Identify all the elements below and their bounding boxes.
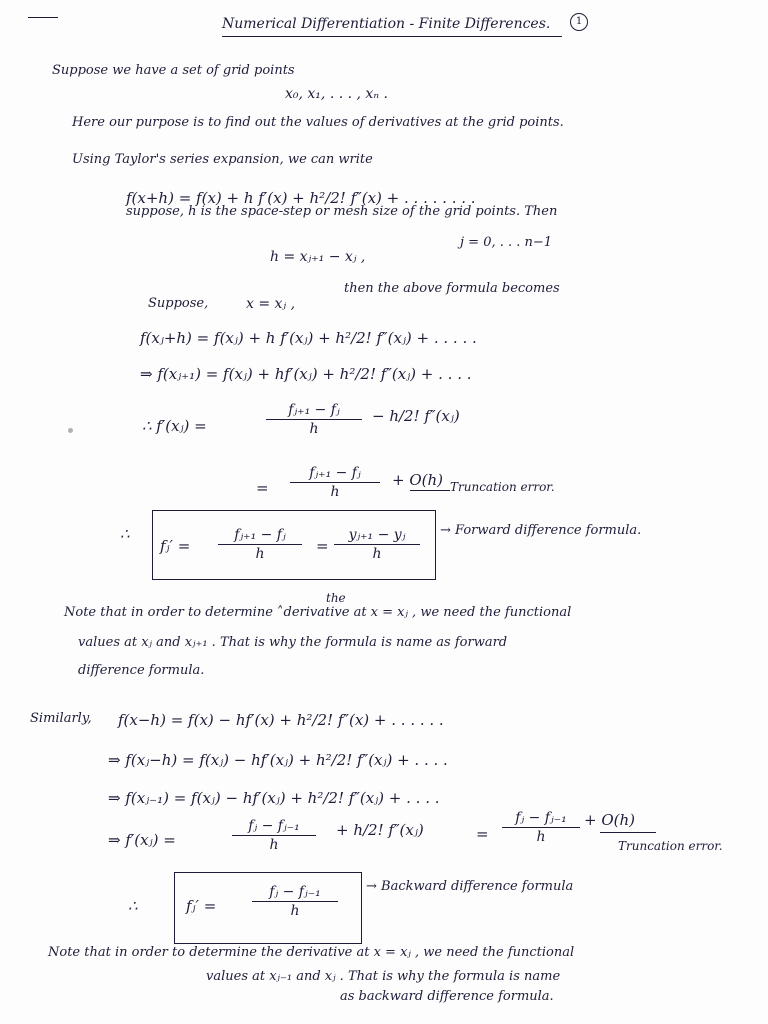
backward-formula-label: → Backward difference formula xyxy=(366,879,574,894)
forward-box-fraction-2 xyxy=(334,527,420,562)
fraction-numerator: fⱼ₊₁ − fⱼ xyxy=(266,402,362,420)
fraction-denominator: h xyxy=(290,903,300,919)
fraction-numerator: yⱼ₊₁ − yⱼ xyxy=(334,527,420,545)
forward-box-fraction-1 xyxy=(218,527,302,562)
backward-eq-2: ⇒ f(xⱼ−h) = f(xⱼ) − hf′(xⱼ) + h²/2! f″(xⱼ) + . . . . xyxy=(108,751,448,769)
backward-note-1: Note that in order to determine the derivative at x = xⱼ , we need the functional xyxy=(48,945,575,960)
truncation-label: Truncation error. xyxy=(450,480,555,494)
fraction-denominator: h xyxy=(536,829,546,845)
margin-stroke xyxy=(28,17,58,18)
similarly-label: Similarly, xyxy=(30,711,92,726)
mesh-line: suppose, h is the space-step or mesh size of the grid points. Then xyxy=(126,204,558,219)
fraction-denominator: h xyxy=(330,484,340,500)
backward-box-fraction xyxy=(252,884,338,919)
h-definition: h = xⱼ₊₁ − xⱼ , xyxy=(270,249,366,265)
forward-box-lhs: fⱼ′ = xyxy=(160,537,191,555)
backward-box-lhs: fⱼ′ = xyxy=(186,897,217,915)
grid-points: x₀, x₁, . . . , xₙ . xyxy=(285,86,388,102)
fraction-numerator: fⱼ − fⱼ₋₁ xyxy=(232,818,316,836)
taylor-intro: Using Taylor's series expansion, we can write xyxy=(72,152,373,167)
truncation-label: Truncation error. xyxy=(618,839,723,853)
intro-line: Suppose we have a set of grid points xyxy=(52,63,295,78)
purpose-line: Here our purpose is to find out the values of derivatives at the grid points. xyxy=(72,115,564,130)
forward-eq-1: f(xⱼ+h) = f(xⱼ) + h f′(xⱼ) + h²/2! f″(xⱼ) + . . . . . xyxy=(140,329,477,347)
backward-eq-4-mid: + h/2! f″(xⱼ) xyxy=(336,821,424,839)
fraction-denominator: h xyxy=(372,546,382,562)
forward-eq-3-rhs: − h/2! f″(xⱼ) xyxy=(372,407,460,425)
truncation-brace xyxy=(410,490,450,491)
forward-eq-2: ⇒ f(xⱼ₊₁) = f(xⱼ) + hf′(xⱼ) + h²/2! f″(xⱼ) + . . . . xyxy=(140,365,472,383)
page-number-badge: 1 xyxy=(570,13,588,31)
fraction-numerator: fⱼ₊₁ − fⱼ xyxy=(290,465,380,483)
taylor-equation: f(x+h) = f(x) + h f′(x) + h²/2! f″(x) + . . . . . . . . xyxy=(126,189,476,207)
backward-eq-4-rhs: + O(h) xyxy=(584,811,635,829)
title-underline xyxy=(222,36,562,37)
then-line: then the above formula becomes xyxy=(344,281,560,296)
fraction-denominator: h xyxy=(309,421,319,437)
fraction-numerator: fⱼ − fⱼ₋₁ xyxy=(502,810,580,828)
therefore-symbol: ∴ xyxy=(120,525,130,543)
forward-note-2: values at xⱼ and xⱼ₊₁ . That is why the formula is name as forward xyxy=(78,635,508,650)
forward-eq-3-fraction xyxy=(266,402,362,437)
fraction-denominator: h xyxy=(269,837,279,853)
backward-note-3: as backward difference formula. xyxy=(340,989,554,1004)
backward-eq-3: ⇒ f(xⱼ₋₁) = f(xⱼ) − hf′(xⱼ) + h²/2! f″(xⱼ) + . . . . xyxy=(108,789,440,807)
backward-eq-4-fraction-2 xyxy=(502,810,580,845)
forward-box-equals: = xyxy=(316,537,329,555)
forward-eq-4-equals: = xyxy=(256,479,269,497)
backward-eq-4-equals: = xyxy=(476,825,489,843)
forward-note-3: difference formula. xyxy=(78,663,205,678)
j-range: j = 0, . . . n−1 xyxy=(460,235,553,250)
suppose-label: Suppose, xyxy=(148,296,209,311)
forward-formula-label: → Forward difference formula. xyxy=(440,523,642,538)
truncation-brace xyxy=(600,832,656,833)
therefore-symbol: ∴ xyxy=(128,897,138,915)
x-equals-xj: x = xⱼ , xyxy=(246,296,296,312)
scan-smudge xyxy=(68,428,73,433)
note-insert-the: the xyxy=(326,591,346,605)
fraction-denominator: h xyxy=(255,546,265,562)
backward-eq-1: f(x−h) = f(x) − hf′(x) + h²/2! f″(x) + . . . . . . xyxy=(118,711,444,729)
forward-eq-4-fraction xyxy=(290,465,380,500)
fraction-numerator: fⱼ − fⱼ₋₁ xyxy=(252,884,338,902)
forward-eq-3-lhs: ∴ f′(xⱼ) = xyxy=(142,417,207,435)
fraction-numerator: fⱼ₊₁ − fⱼ xyxy=(218,527,302,545)
forward-eq-4-rhs: + O(h) xyxy=(392,471,443,489)
page-title: Numerical Differentiation - Finite Differences. xyxy=(222,16,551,32)
backward-eq-4-lhs: ⇒ f′(xⱼ) = xyxy=(108,831,176,849)
forward-note-1: Note that in order to determine ˄derivative at x = xⱼ , we need the functional xyxy=(64,605,572,620)
backward-note-2: values at xⱼ₋₁ and xⱼ . That is why the formula is name xyxy=(206,969,561,984)
backward-eq-4-fraction xyxy=(232,818,316,853)
